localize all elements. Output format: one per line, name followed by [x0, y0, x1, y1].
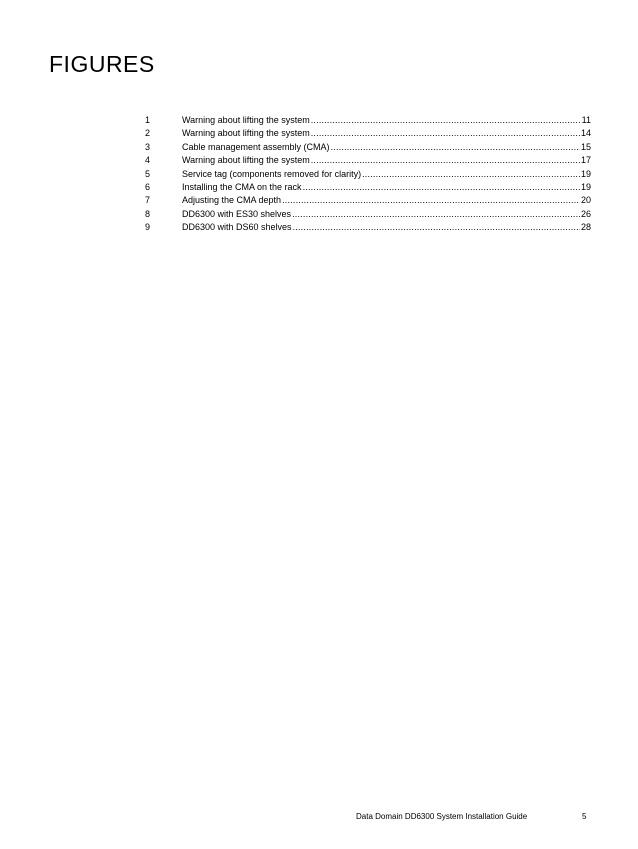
footer-document-title: Data Domain DD6300 System Installation Guide	[356, 812, 528, 821]
dot-leader	[311, 114, 581, 127]
figure-number: 9	[145, 222, 151, 233]
figure-page-number[interactable]: 11	[581, 115, 591, 125]
figure-label[interactable]: Warning about lifting the system	[182, 128, 310, 139]
page-title: FIGURES	[49, 51, 155, 77]
figure-entry[interactable]	[145, 208, 591, 221]
figure-entry[interactable]	[145, 181, 591, 194]
dot-leader	[282, 194, 580, 207]
figure-entry[interactable]	[145, 141, 591, 154]
figure-label[interactable]: Service tag (components removed for clarity)	[182, 168, 362, 179]
figure-page-number[interactable]: 28	[580, 222, 591, 233]
figure-page-number[interactable]: 26	[580, 208, 591, 219]
dot-leader	[311, 127, 580, 140]
figure-number: 8	[145, 208, 151, 219]
figure-number: 4	[145, 155, 151, 166]
figure-label[interactable]: DD6300 with DS60 shelves	[182, 222, 292, 233]
figure-number: 1	[145, 115, 151, 125]
figure-page-number[interactable]: 15	[580, 141, 591, 152]
figure-label[interactable]: Warning about lifting the system	[182, 155, 310, 166]
figure-label[interactable]: Installing the CMA on the rack	[182, 181, 302, 192]
figure-page-number[interactable]: 17	[580, 155, 591, 166]
figure-number: 2	[145, 128, 151, 139]
dot-leader	[331, 141, 580, 154]
figure-entry[interactable]	[145, 114, 591, 127]
figure-entry[interactable]	[145, 194, 591, 207]
dot-leader	[362, 168, 580, 181]
dot-leader	[311, 154, 580, 167]
figure-entry[interactable]	[145, 168, 591, 181]
figure-number: 5	[145, 168, 151, 179]
figure-label[interactable]: DD6300 with ES30 shelves	[182, 208, 292, 219]
figure-label[interactable]: Adjusting the CMA depth	[182, 195, 282, 206]
figure-entry[interactable]	[145, 127, 591, 140]
dot-leader	[303, 181, 580, 194]
figure-entry[interactable]	[145, 154, 591, 167]
footer-page-number: 5	[582, 812, 587, 821]
figure-number: 3	[145, 141, 151, 152]
figure-page-number[interactable]: 20	[580, 195, 591, 206]
figure-label[interactable]: Cable management assembly (CMA)	[182, 141, 330, 152]
dot-leader	[292, 208, 580, 221]
figures-list	[145, 114, 591, 235]
dot-leader	[293, 221, 580, 234]
figure-number: 6	[145, 181, 151, 192]
figure-entry[interactable]	[145, 221, 591, 234]
figure-page-number[interactable]: 14	[580, 128, 591, 139]
figure-number: 7	[145, 195, 151, 206]
figure-label[interactable]: Warning about lifting the system	[182, 115, 310, 125]
figure-page-number[interactable]: 19	[580, 181, 591, 192]
figure-page-number[interactable]: 19	[580, 168, 591, 179]
